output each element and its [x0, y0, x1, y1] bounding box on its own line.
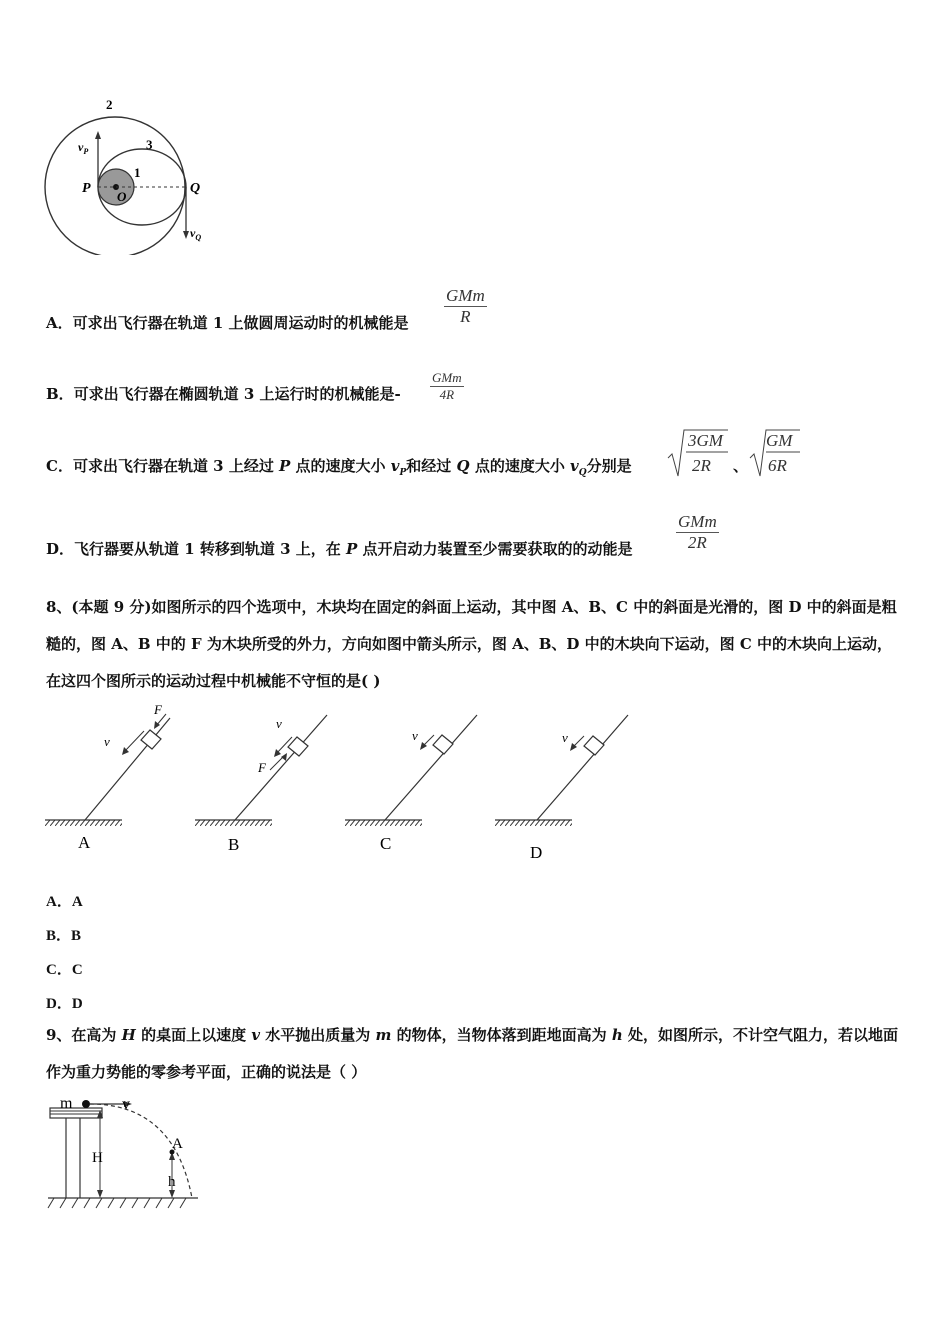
q8-figure-d [495, 715, 628, 862]
q9-stem: 9、在高为 H 的桌面上以速度 v 水平抛出质量为 m 的物体，当物体落到距地面高为 h 处，如图所示，不计空气阻力，若以地面作为重力势能的零参考平面，正确的说法是（ ） [46, 1026, 898, 1081]
svg-text:B: B [228, 835, 240, 854]
svg-text:F: F [154, 702, 162, 717]
svg-text:F: F [258, 760, 266, 775]
svg-text:v: v [562, 730, 568, 745]
orbit-3-label: 3 [146, 137, 153, 152]
o-label: O [117, 189, 127, 204]
svg-text:A: A [78, 833, 91, 852]
q8-figure-c [345, 715, 477, 853]
q8-option-a: A．A [46, 894, 83, 910]
svg-text:v: v [122, 1096, 130, 1113]
q7-option-b-fraction: GMm 4R [432, 370, 462, 402]
svg-text:m: m [60, 1095, 73, 1112]
vp-arrowhead [95, 131, 101, 139]
orbit-2-label: 2 [106, 97, 113, 112]
q7-option-d: D．飞行器要从轨道 1 转移到轨道 3 上，在 P 点开启动力装置至少需要获取的的动能是 [46, 540, 633, 558]
vq-arrowhead [183, 231, 189, 239]
q7-option-c-separator: 、 [733, 457, 749, 475]
orbit-figure [40, 95, 220, 255]
vq-label: $v_Q$ [190, 226, 202, 242]
svg-text:v: v [276, 716, 282, 731]
q7-option-c: C．可求出飞行器在轨道 3 上经过 P 点的速度大小 $v_P$和经过 Q 点的速度大小 $v_Q$分别是 [46, 457, 632, 478]
q7-option-a: A．可求出飞行器在轨道 1 上做圆周运动时的机械能是 [46, 314, 409, 332]
q8-figure-b [195, 715, 327, 854]
q8-option-b: B．B [46, 928, 82, 944]
svg-text:GM: GM [766, 431, 793, 450]
svg-text:v: v [104, 734, 110, 749]
q7-option-a-fraction: GMm R [446, 286, 485, 326]
svg-text:h: h [168, 1174, 176, 1190]
q-label: Q [190, 181, 201, 196]
svg-text:3GM: 3GM [688, 431, 723, 450]
q8-option-c: C．C [46, 962, 83, 978]
svg-text:H: H [92, 1150, 103, 1166]
svg-text:v: v [412, 728, 418, 743]
q9-figure [44, 1092, 204, 1217]
q8-figure-a [45, 702, 170, 852]
svg-text:A: A [172, 1136, 183, 1152]
q7-option-c-root1 [666, 426, 730, 480]
svg-text:2R: 2R [692, 456, 711, 475]
q7-option-c-root2 [748, 426, 802, 480]
q8-option-d: D．D [46, 996, 83, 1012]
q8-stem: 8、(本题 9 分)如图所示的四个选项中，木块均在固定的斜面上运动，其中图 A、B、C 中的斜面是光滑的，图 D 中的斜面是粗糙的，图 A、B 中的 F 为木块所受的外力，方向如图中箭头所示，图 A、B、D 中的木块向下运动，图 C 中的木块向上运动，在这四个图所示的运动过程中机械能不守恒的是( ) [46, 598, 897, 690]
svg-text:C: C [380, 834, 392, 853]
q7-option-b: B．可求出飞行器在椭圆轨道 3 上运行时的机械能是- [46, 385, 401, 403]
svg-text:6R: 6R [768, 456, 787, 475]
orbit-1-label: 1 [134, 165, 141, 180]
svg-text:D: D [530, 843, 543, 862]
q8-figures [40, 700, 660, 865]
p-label: P [82, 181, 91, 196]
q7-option-d-fraction: GMm 2R [678, 512, 717, 552]
vp-label: $v_P$ [78, 140, 89, 156]
